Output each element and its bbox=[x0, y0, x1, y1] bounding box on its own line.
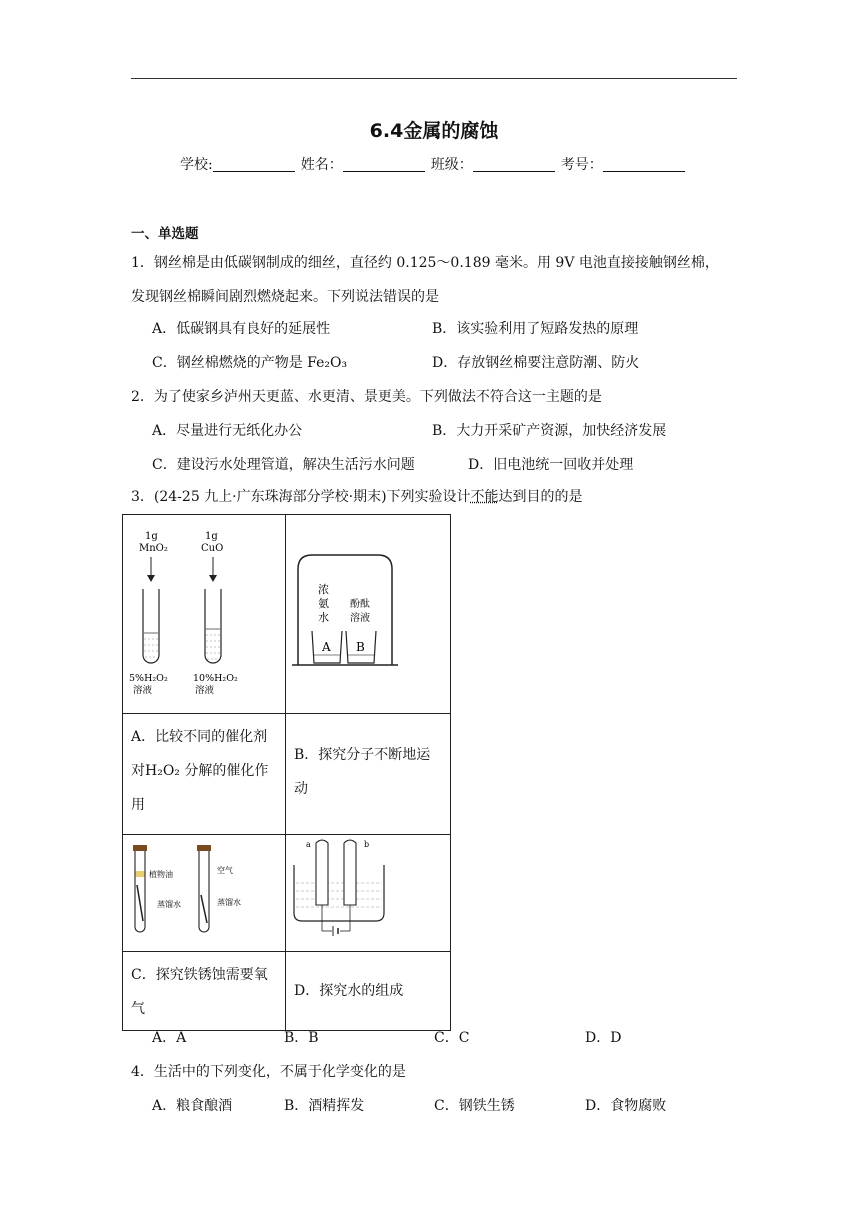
q1-option-c[interactable]: C．钢丝棉燃烧的产物是 Fe₂O₃ bbox=[152, 355, 348, 371]
fig-electrolysis-cell bbox=[286, 835, 451, 952]
left-label-3: 水 bbox=[318, 611, 329, 624]
q3-option-a[interactable]: A．A bbox=[152, 1030, 187, 1046]
q4-option-d[interactable]: D．食物腐败 bbox=[585, 1098, 667, 1114]
q3-stem bbox=[131, 486, 583, 506]
cell-a-formula: H₂O₂ bbox=[145, 763, 180, 779]
trough-icon bbox=[294, 865, 384, 921]
test-tube-left-icon bbox=[143, 589, 159, 663]
cell-b-line1: B．探究分子不断地运 bbox=[294, 747, 431, 763]
cell-b-line2: 动 bbox=[294, 781, 308, 797]
school-label: 学校: bbox=[180, 157, 213, 173]
q1-stem-line2: 发现钢丝棉瞬间剧烈燃烧起来。下列说法错误的是 bbox=[131, 289, 439, 305]
electrolysis-figure bbox=[286, 835, 450, 947]
tube-b-icon bbox=[344, 840, 356, 905]
school-blank[interactable] bbox=[213, 157, 295, 172]
cell-a-line2 bbox=[131, 754, 275, 788]
arrow-right-head-icon bbox=[209, 575, 217, 582]
class-blank[interactable] bbox=[473, 157, 555, 172]
cell-d-line1: D．探究水的组成 bbox=[294, 983, 404, 999]
left-label-2: 氨 bbox=[318, 597, 329, 610]
cell-a-line2-post: 分解的催化作 bbox=[179, 763, 269, 779]
q2-stem: 2．为了使家乡泸州天更蓝、水更清、景更美。下列做法不符合这一主题的是 bbox=[131, 389, 602, 405]
q3-stem-emphasis: 不能 bbox=[470, 489, 499, 505]
q2-option-d[interactable]: D．旧电池统一回收并处理 bbox=[468, 457, 634, 473]
option-d-cell bbox=[286, 952, 451, 1031]
solution-left-label: 5%H₂O₂ bbox=[129, 673, 168, 684]
solution-left-label-2: 溶液 bbox=[133, 685, 153, 696]
q4-option-b[interactable]: B．酒精挥发 bbox=[284, 1098, 365, 1114]
test-tube-right-icon bbox=[205, 589, 221, 663]
student-info-line bbox=[180, 154, 691, 174]
beaker-b-label: B bbox=[356, 640, 365, 654]
q1-option-b[interactable]: B．该实验利用了短路发热的原理 bbox=[432, 321, 639, 337]
q1-stem-line1: 1．钢丝棉是由低碳钢制成的细丝，直径约 0.125～0.189 毫米。用 9V 电池直接接触钢丝棉， bbox=[131, 255, 719, 271]
option-c-cell bbox=[123, 952, 286, 1031]
class-label: 班级： bbox=[430, 157, 473, 173]
label-a: a bbox=[306, 840, 311, 849]
cell-c-line2: 气 bbox=[131, 1001, 145, 1017]
solution-right-label: 10%H₂O₂ bbox=[193, 673, 238, 684]
iron-rust-figure bbox=[123, 835, 285, 947]
tube-a-icon bbox=[316, 840, 328, 905]
q4-option-c[interactable]: C．钢铁生锈 bbox=[434, 1098, 515, 1114]
section-heading: 一、单选题 bbox=[131, 226, 199, 242]
label-b: b bbox=[364, 840, 370, 849]
q3-option-b[interactable]: B．B bbox=[284, 1030, 319, 1046]
name-label: 姓名： bbox=[300, 157, 343, 173]
q2-option-a[interactable]: A．尽量进行无纸化办公 bbox=[152, 423, 303, 439]
left-label-1: 浓 bbox=[318, 583, 329, 596]
bell-jar-figure bbox=[286, 515, 450, 709]
arrow-left-head-icon bbox=[147, 575, 155, 582]
air-label: 空气 bbox=[217, 866, 233, 875]
option-a-cell bbox=[123, 714, 286, 835]
mass-right-label: 1g bbox=[205, 531, 218, 542]
q3-option-c[interactable]: C．C bbox=[434, 1030, 470, 1046]
q1-option-a[interactable]: A．低碳钢具有良好的延展性 bbox=[152, 321, 331, 337]
stopper-right-icon bbox=[197, 845, 211, 851]
page-title: 6.4金属的腐蚀 bbox=[369, 120, 499, 142]
reagent-left-label: MnO₂ bbox=[139, 543, 168, 554]
exam-no-blank[interactable] bbox=[603, 157, 685, 172]
cell-a-line3: 用 bbox=[131, 797, 145, 813]
fig-catalyst-cell bbox=[123, 515, 286, 714]
right-label-2: 溶液 bbox=[350, 613, 370, 624]
fig-rust-cell bbox=[123, 835, 286, 952]
beaker-a-label: A bbox=[322, 640, 331, 654]
q4-option-a[interactable]: A．粮食酿酒 bbox=[152, 1098, 233, 1114]
stopper-left-icon bbox=[133, 845, 147, 851]
name-blank[interactable] bbox=[343, 157, 425, 172]
q3-stem-prefix: 3．(24-25 九上·广东珠海部分学校·期末)下列实验设计 bbox=[131, 489, 471, 505]
water-label: 蒸馏水 bbox=[157, 900, 181, 909]
option-b-cell bbox=[286, 714, 451, 835]
right-label-1: 酚酞 bbox=[350, 599, 370, 610]
cell-c-line1: C．探究铁锈蚀需要氧 bbox=[131, 967, 268, 983]
q3-stem-suffix: 达到目的的是 bbox=[498, 489, 583, 505]
q1-option-d[interactable]: D．存放钢丝棉要注意防潮、防火 bbox=[432, 355, 640, 371]
cell-a-line2-pre: 对 bbox=[131, 763, 145, 779]
bell-jar-icon bbox=[298, 555, 392, 665]
q2-option-c[interactable]: C．建设污水处理管道，解决生活污水问题 bbox=[152, 457, 415, 473]
exam-no-label: 考号： bbox=[560, 157, 603, 173]
solution-right-label-2: 溶液 bbox=[195, 685, 215, 696]
experiment-table bbox=[122, 514, 451, 1031]
tube-right-icon bbox=[199, 851, 209, 932]
q2-option-b[interactable]: B．大力开采矿产资源，加快经济发展 bbox=[432, 423, 667, 439]
reagent-right-label: CuO bbox=[201, 543, 224, 554]
fig-diffusion-cell bbox=[286, 515, 451, 714]
water2-label: 蒸馏水 bbox=[217, 898, 241, 907]
q4-stem: 4．生活中的下列变化，不属于化学变化的是 bbox=[131, 1064, 406, 1080]
header-rule bbox=[131, 78, 737, 79]
mass-left-label: 1g bbox=[145, 531, 158, 542]
q3-option-d[interactable]: D．D bbox=[585, 1030, 622, 1046]
catalyst-test-tubes-figure bbox=[123, 515, 285, 709]
cell-a-line1: A．比较不同的催化剂 bbox=[131, 729, 268, 745]
oil-label: 植物油 bbox=[149, 870, 173, 879]
